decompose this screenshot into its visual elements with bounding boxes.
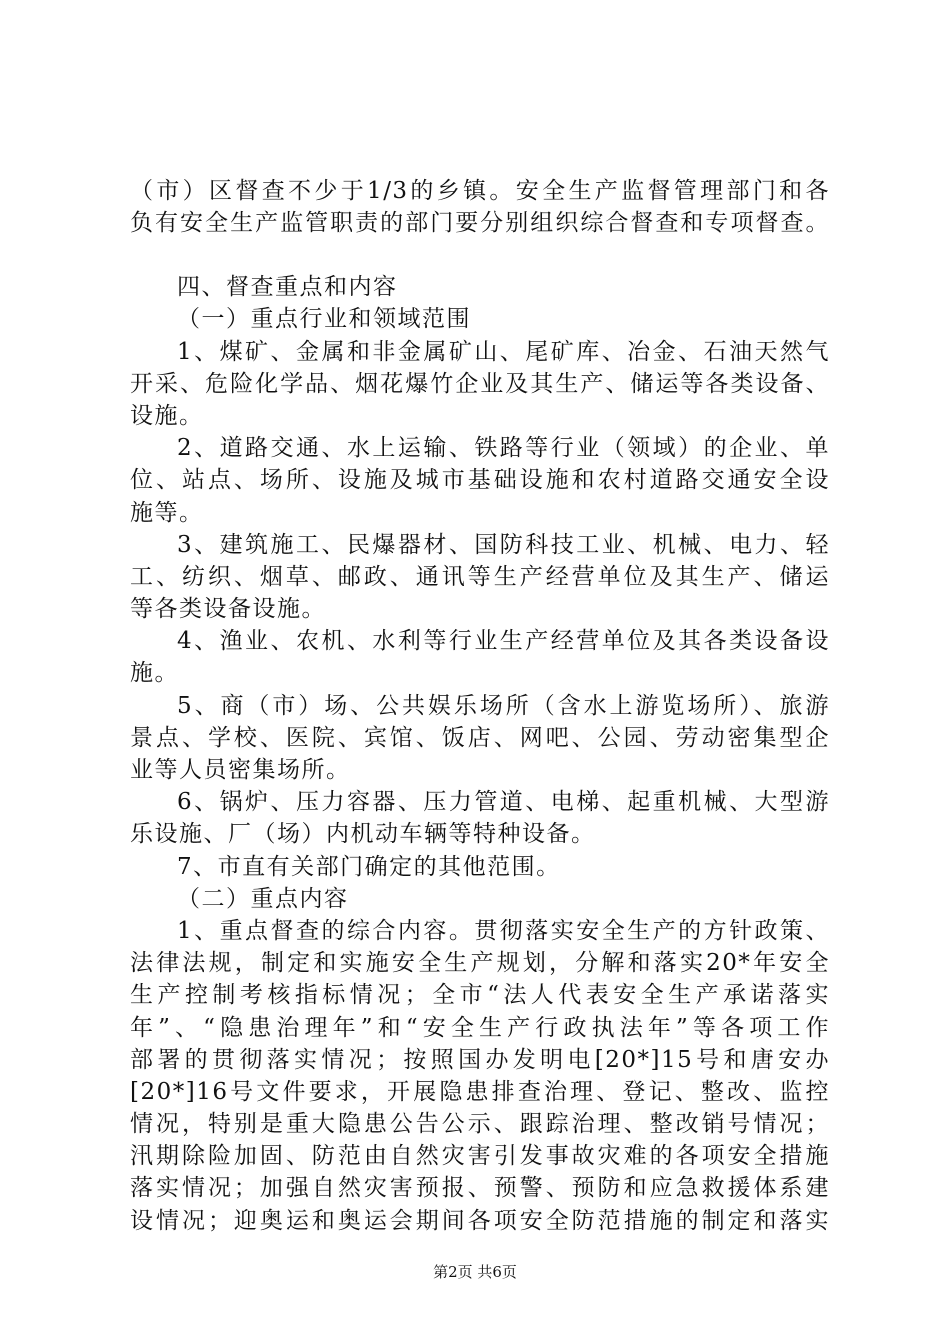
- body-line: 情况，特别是重大隐患公告公示、跟踪治理、整改销号情况；: [130, 1111, 830, 1137]
- body-line: （市）区督查不少于1/3的乡镇。安全生产监督管理部门和各: [130, 178, 830, 204]
- subsection-heading: （一）重点行业和领域范围: [177, 306, 471, 332]
- body-line: 1、重点督查的综合内容。贯彻落实安全生产的方针政策、: [177, 918, 830, 944]
- body-line: 5、商（市）场、公共娱乐场所（含水上游览场所）、旅游: [177, 693, 830, 719]
- body-line: 负有安全生产监管职责的部门要分别组织综合督查和专项督查。: [130, 210, 830, 236]
- body-line: 位、站点、场所、设施及城市基础设施和农村道路交通安全设: [130, 467, 830, 493]
- body-line: 6、锅炉、压力容器、压力管道、电梯、起重机械、大型游: [177, 789, 830, 815]
- subsection-heading: （二）重点内容: [177, 886, 349, 912]
- body-line: 设情况；迎奥运和奥运会期间各项安全防范措施的制定和落实: [130, 1208, 830, 1234]
- body-line: 设施。: [130, 403, 204, 429]
- page-footer: 第2页 共6页: [433, 1263, 517, 1281]
- body-line: 生产控制考核指标情况；全市“法人代表安全生产承诺落实: [130, 982, 830, 1008]
- body-line: 施。: [130, 660, 179, 686]
- body-line: [20*]16号文件要求，开展隐患排查治理、登记、整改、监控: [130, 1079, 830, 1105]
- body-line: 4、渔业、农机、水利等行业生产经营单位及其各类设备设: [177, 628, 830, 654]
- body-line: 乐设施、厂（场）内机动车辆等特种设备。: [130, 821, 596, 847]
- body-line: 工、纺织、烟草、邮政、通讯等生产经营单位及其生产、储运: [130, 564, 830, 590]
- body-line: 2、道路交通、水上运输、铁路等行业（领域）的企业、单: [177, 435, 830, 461]
- body-line: 7、市直有关部门确定的其他范围。: [177, 854, 561, 880]
- body-line: 部署的贯彻落实情况；按照国办发明电[20*]15号和唐安办: [130, 1047, 830, 1073]
- body-line: 年”、“隐患治理年”和“安全生产行政执法年”等各项工作: [130, 1015, 830, 1041]
- body-line: 景点、学校、医院、宾馆、饭店、网吧、公园、劳动密集型企: [130, 725, 830, 751]
- body-line: 等各类设备设施。: [130, 596, 326, 622]
- body-line: 业等人员密集场所。: [130, 757, 351, 783]
- body-line: 3、建筑施工、民爆器材、国防科技工业、机械、电力、轻: [177, 532, 830, 558]
- body-line: 施等。: [130, 500, 204, 526]
- body-line: 汛期除险加固、防范由自然灾害引发事故灾难的各项安全措施: [130, 1143, 830, 1169]
- body-line: 开采、危险化学品、烟花爆竹企业及其生产、储运等各类设备、: [130, 371, 830, 397]
- body-line: 法律法规，制定和实施安全生产规划，分解和落实20*年安全: [130, 950, 830, 976]
- body-line: 落实情况；加强自然灾害预报、预警、预防和应急救援体系建: [130, 1175, 830, 1201]
- section-heading: 四、督查重点和内容: [177, 274, 398, 300]
- body-line: 1、煤矿、金属和非金属矿山、尾矿库、冶金、石油天然气: [177, 339, 830, 365]
